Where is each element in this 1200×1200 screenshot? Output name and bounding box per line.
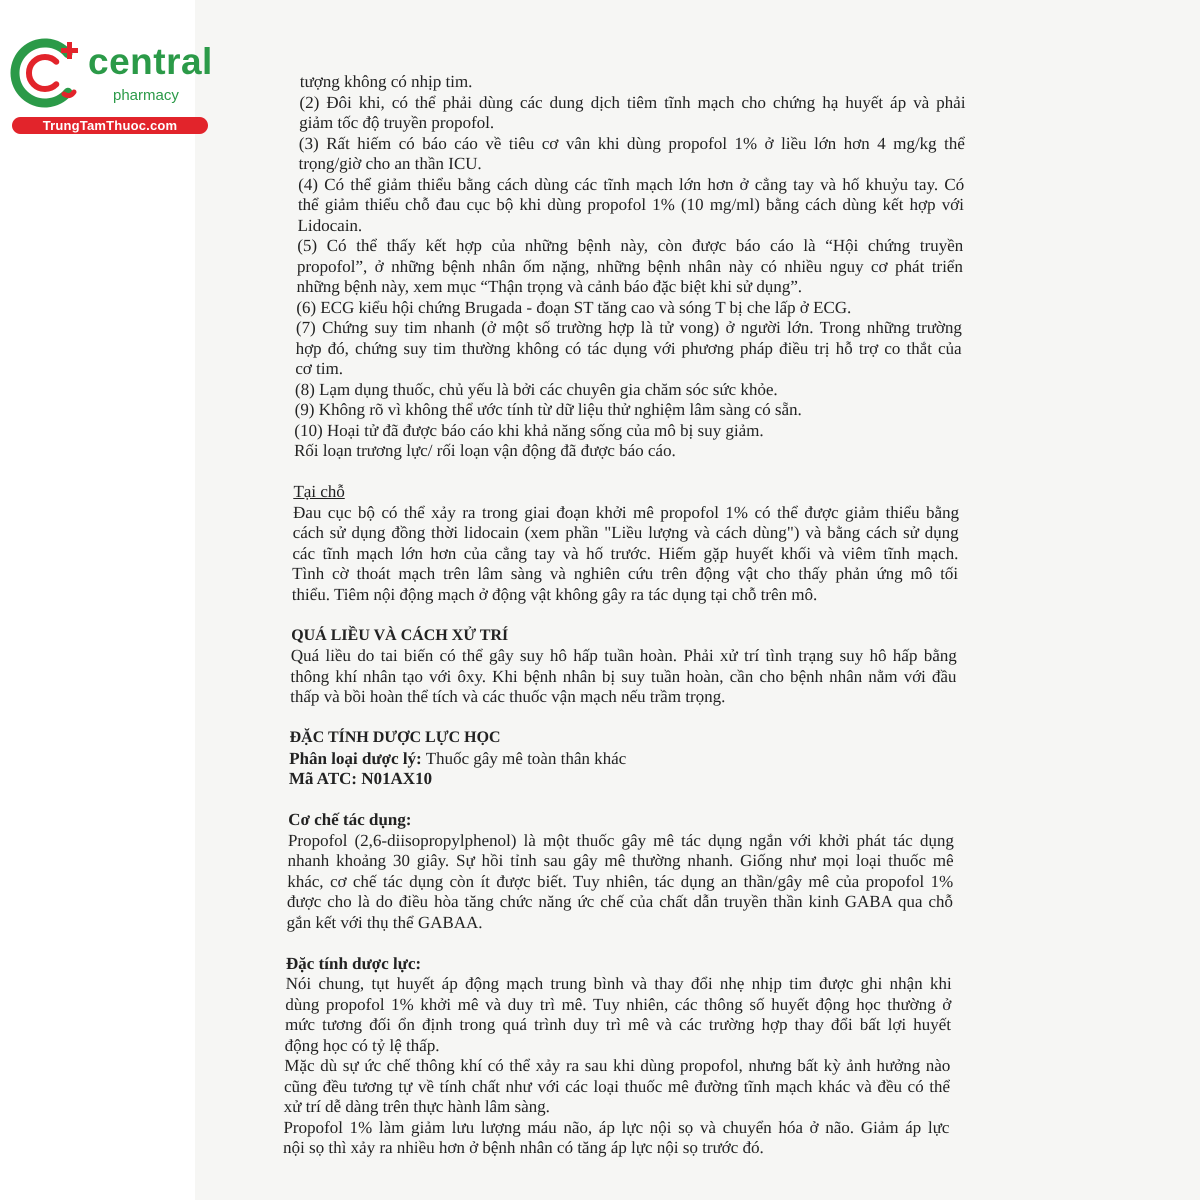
text-line: thấp và bồi hoàn thể tích và các thuốc vận mạch nếu trầm trọng. — [290, 687, 726, 706]
text-line: (6) ECG kiểu hội chứng Brugada - đoạn ST tăng cao và sóng T bị che lấp ở ECG. — [296, 297, 852, 317]
text-line: thiểu. Tiêm nội động mạch ở động vật không gây ra tác dụng tại chỗ trên mô. — [291, 584, 818, 604]
text-line: nhanh khoảng 30 giây. Sự hồi tỉnh sau gây mê thường nhanh. Giống như mọi loại thuốc mê — [287, 851, 954, 870]
effects-section — [283, 954, 952, 1159]
text-line: thông khí nhân tạo với ôxy. Khi bệnh nhân bị suy tuần hoàn, cần cho bệnh nhân nằm với đầu — [290, 666, 957, 686]
paragraph — [295, 400, 961, 421]
text-line: Mặc dù sự ức chế thông khí có thể xảy ra sau khi dùng propofol, nhưng bất kỳ ảnh hưởng nào — [284, 1056, 951, 1075]
mechanism-section — [286, 810, 954, 933]
text-line: giảm tốc độ truyền propofol. — [299, 113, 495, 132]
paragraph — [284, 1056, 951, 1118]
pharmacy-cross-logo-icon — [4, 36, 90, 112]
paragraph — [294, 441, 960, 462]
paragraph — [300, 72, 966, 93]
text-line: trọng/giờ cho an thần ICU. — [298, 154, 482, 173]
paragraph — [296, 236, 963, 298]
text-line: (5) Có thể thấy kết hợp của những bệnh này, còn được báo cáo là “Hội chứng truyền — [297, 236, 964, 255]
paragraph — [297, 175, 964, 237]
classification-label: Phân loại dược lý: — [289, 748, 422, 768]
text-line: gắn kết với thụ thể GABAA. — [286, 912, 483, 932]
text-line: (7) Chứng suy tim nhanh (ở một số trường hợp là tử vong) ở người lớn. Trong những trường — [295, 318, 963, 337]
text-line: mức tương đối ổn định trong quá trình duy trì mê và các trường hợp thay đổi bất lợi huyết — [284, 1015, 952, 1034]
text-line: nội sọ thì xảy ra nhiều hơn ở bệnh nhân có tăng áp lực nội sọ trước đó. — [282, 1138, 764, 1157]
paragraph — [295, 318, 962, 380]
document-body — [283, 72, 966, 1159]
overdose-paragraphs — [290, 646, 957, 708]
text-line: Quá liều do tai biến có thể gây suy hô hấp tuần hoàn. Phải xử trí tình trạng suy hô hấp bằng — [290, 646, 957, 665]
section-heading-pharmacodynamics: ĐẶC TÍNH DƯỢC LỰC HỌC — [289, 729, 501, 746]
paragraph — [290, 646, 957, 708]
text-line: được cho là do điều hòa tăng chức năng ức chế của chất dẫn truyền thần kinh GABA qua chỗ — [286, 892, 954, 911]
text-line: các tĩnh mạch lớn hơn của cẳng tay và hố trước. Hiếm gặp huyết khối và viêm tĩnh mạch. — [292, 543, 959, 563]
atc-code-line: Mã ATC: N01AX10 — [288, 769, 433, 788]
section-heading-mechanism: Cơ chế tác dụng: — [288, 810, 412, 829]
adverse-notes-section — [294, 72, 966, 462]
text-line: Propofol (2,6-diisopropylphenol) là một thuốc gây mê tác dụng ngắn với khởi phát tác dụng — [287, 830, 955, 850]
text-line: (2) Đôi khi, có thể phải dùng các dung dịch tiêm tĩnh mạch cho chứng hạ huyết áp và phải — [299, 92, 966, 112]
text-line: (3) Rất hiếm có báo cáo về tiêu cơ vân khi dùng propofol 1% ở liều lớn hơn 4 mg/kg thể — [298, 133, 966, 153]
text-line: cách sử dụng đồng thời lidocain (xem phần "Liều lượng và cách dùng") và bằng cách sử dụng — [292, 523, 959, 542]
text-line: động học có tỷ lệ thấp. — [284, 1035, 440, 1055]
paragraph — [299, 93, 966, 134]
text-line: Đau cục bộ có thể xảy ra trong giai đoạn khởi mê propofol 1% có thể được giảm thiểu bằng — [292, 502, 960, 522]
paragraph — [285, 974, 952, 1056]
paragraph — [298, 134, 965, 175]
overdose-section — [290, 626, 957, 708]
text-line: Nói chung, tụt huyết áp động mạch trung bình và thay đổi nhẹ nhịp tim được ghi nhận khi — [285, 974, 952, 993]
paragraph — [295, 380, 961, 401]
text-line: thể giảm thiểu chỗ đau cục bộ khi dùng propofol 1% (10 mg/ml) bằng cách dùng kết hợp với — [297, 195, 965, 214]
text-line: (10) Hoại tử đã được báo cáo khi khả năng sống của mô bị suy giảm. — [294, 420, 764, 440]
text-line: khác, cơ chế tác dụng còn ít được biết. Tuy nhiên, tác dụng an thần/gây mê của propofol 1% — [287, 871, 954, 891]
text-line: hợp đó, chứng suy tim thường không có tác dụng với phương pháp điều trị hỗ trợ co thắt của — [295, 338, 962, 358]
text-line: Lidocain. — [297, 215, 363, 235]
paragraph — [296, 298, 962, 319]
section-heading-overdose: QUÁ LIỀU VÀ CÁCH XỬ TRÍ — [291, 626, 509, 644]
local-section — [292, 482, 960, 605]
text-line: cũng đều tương tự về tính chất như với các loại thuốc mê đường tĩnh mạch khác và đều có thể — [283, 1076, 951, 1096]
paragraph — [292, 503, 960, 606]
paragraph — [294, 421, 960, 442]
text-line: những bệnh này, xem mục “Thận trọng và cảnh báo đặc biệt khi sử dụng”. — [296, 277, 803, 296]
logo-website-badge: TrungTamThuoc.com — [12, 117, 208, 134]
text-line: Tình cờ thoát mạch trên lâm sàng và nghiên cứu trên động vật cho thấy phản ứng mô tối — [291, 564, 959, 583]
text-line: cơ tim. — [295, 359, 344, 378]
section-heading-local: Tại chỗ — [293, 482, 346, 501]
text-line: (9) Không rõ vì không thể ước tính từ dữ liệu thử nghiệm lâm sàng có sẵn. — [294, 400, 802, 419]
text-line: Rối loạn trương lực/ rối loạn vận động đã được báo cáo. — [293, 441, 676, 460]
logo-name: central — [88, 41, 213, 82]
classification-line — [289, 749, 955, 770]
classification-value: Thuốc gây mê toàn thân khác — [425, 748, 627, 768]
pharmacodynamics-section — [289, 728, 956, 790]
mechanism-paragraphs — [286, 831, 954, 934]
logo-tagline: pharmacy — [113, 87, 179, 104]
text-line: tượng không có nhịp tim. — [299, 72, 473, 91]
effects-paragraphs — [283, 974, 952, 1159]
text-line: (4) Có thể giảm thiểu bằng cách dùng các tĩnh mạch lớn hơn ở cẳng tay và hố khuỷu tay. Có — [298, 174, 965, 194]
pharmacy-logo — [0, 0, 215, 140]
paragraph — [286, 831, 954, 934]
text-line: (8) Lạm dụng thuốc, chủ yếu là bởi các chuyên gia chăm sóc sức khỏe. — [294, 379, 778, 399]
text-line: propofol”, ở những bệnh nhân ốm nặng, những bệnh nhân này có nhiều nguy cơ phát triển — [296, 256, 964, 276]
paragraph — [283, 1118, 950, 1159]
text-line: Propofol 1% làm giảm lưu lượng máu não, áp lực nội sọ và chuyển hóa ở não. Giảm áp lực — [283, 1117, 950, 1137]
section-heading-effects: Đặc tính dược lực: — [285, 953, 422, 973]
text-line: xử trí dễ dàng trên thực hành lâm sàng. — [283, 1097, 551, 1116]
local-paragraphs — [292, 503, 960, 606]
text-line: dùng propofol 1% khởi mê và duy trì mê. Tuy nhiên, các thông số huyết động học thường ở — [285, 994, 952, 1014]
